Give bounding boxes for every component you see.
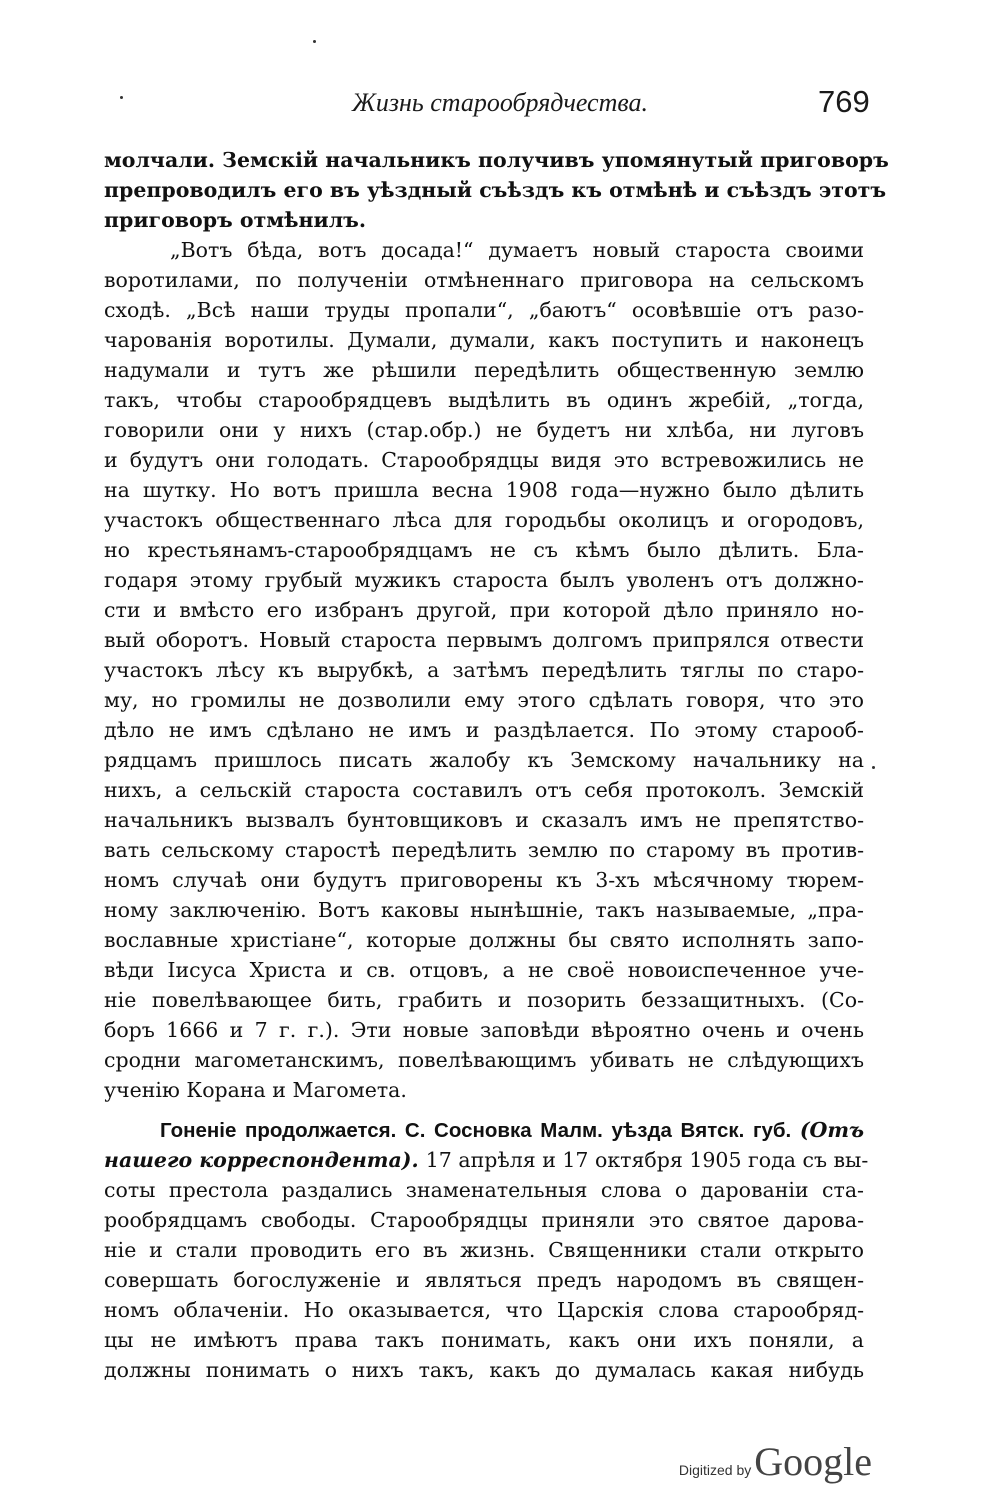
text-line: воротилами, по полученіи отмѣненнаго приговора на сельскомъ [104, 268, 864, 292]
text-line: и будутъ они голодать. Старообрядцы видя это встревожились не [104, 448, 864, 472]
text-line: вать сельскому старостѣ передѣлить землю по старому въ против- [104, 838, 864, 862]
text-line: приговоръ отмѣнилъ. [104, 208, 367, 232]
text-line: сходѣ. „Всѣ наши труды пропали“, „баютъ“ осовѣвшіе отъ разо- [104, 298, 864, 322]
text-line: номъ случаѣ они будутъ приговорены къ 3-хъ мѣсячному тюрем- [104, 868, 864, 892]
scan-speck [120, 96, 123, 99]
section-heading-line [160, 1115, 864, 1145]
text-line: участокъ лѣсу къ вырубкѣ, а затѣмъ передѣлить тяглы по старо- [104, 658, 864, 682]
text-line: номъ облаченіи. Но оказывается, что Царскія слова старообряд- [104, 1298, 864, 1322]
text-line [104, 1145, 869, 1175]
section-heading: Гоненіе продолжается. С. Сосновка Малм. уѣзда Вятск. губ. [160, 1119, 800, 1142]
running-title: Жизнь старообрядчества. [352, 88, 648, 117]
text-line: вый оборотъ. Новый староста первымъ долгомъ припрялся отвести [104, 628, 864, 652]
text-line: рообрядцамъ свободы. Старообрядцы приняли это святое дарова- [104, 1208, 864, 1232]
text-line: участокъ общественнаго лѣса для городьбы околицъ и огородовъ, [104, 508, 864, 532]
text-line: ученію Корана и Магомета. [104, 1078, 407, 1102]
text-line: „Вотъ бѣда, вотъ досада!“ думаетъ новый староста своими [170, 238, 864, 262]
text-line: рядцамъ пришлось писать жалобу къ Земскому начальнику на [104, 748, 864, 772]
text-run: 17 апрѣля и 17 октября 1905 года съ вы- [425, 1148, 869, 1172]
digitized-watermark [679, 1438, 872, 1485]
text-line: дѣло не имъ сдѣлано не имъ и раздѣлается. По этому старооб- [104, 718, 864, 742]
scan-speck [313, 40, 316, 43]
text-line: нихъ, а сельскій староста составилъ отъ себя протоколъ. Земскій [104, 778, 864, 802]
text-line: чарованія воротилы. Думали, думали, какъ поступить и наконецъ [104, 328, 864, 352]
correspondent-note-close: нашего корреспондента). [104, 1148, 426, 1172]
watermark-prefix: Digitized by [678, 1462, 752, 1478]
text-line: сти и вмѣсто его избранъ другой, при которой дѣло приняло но- [104, 598, 864, 622]
text-line: на шутку. Но вотъ пришла весна 1908 года—нужно было дѣлить [104, 478, 864, 502]
text-line: годаря этому грубый мужикъ староста былъ уволенъ отъ должно- [104, 568, 864, 592]
text-line: соты престола раздались знаменательныя слова о дарованіи ста- [104, 1178, 864, 1202]
text-line: ному заключенію. Вотъ каковы нынѣшніе, такъ называемые, „пра- [104, 898, 864, 922]
text-line: надумали и тутъ же рѣшили передѣлить общественную землю [104, 358, 864, 382]
text-line: му, но громилы не дозволили ему этого сдѣлать говоря, что это [104, 688, 864, 712]
text-line: такъ, чтобы старообрядцевъ выдѣлить въ одинъ жребій, „тогда, [104, 388, 864, 412]
text-line: но крестьянамъ-старообрядцамъ не съ кѣмъ было дѣлить. Бла- [104, 538, 864, 562]
correspondent-note-open: (Отъ [799, 1118, 864, 1142]
page-number: 769 [818, 84, 870, 119]
text-line: сродни магометанскимъ, повелѣвающимъ убивать не слѣдующихъ [104, 1048, 864, 1072]
text-line: молчали. Земскій начальникъ получивъ упомянутый приговоръ [104, 148, 889, 172]
text-line: вославные христіане“, которые должны бы свято исполнять запо- [104, 928, 864, 952]
text-line: совершать богослуженіе и являться предъ народомъ въ священ- [104, 1268, 864, 1292]
text-line: боръ 1666 и 7 г. г.). Эти новые заповѣди вѣроятно очень и очень [104, 1018, 864, 1042]
scan-speck [872, 766, 875, 769]
text-line: должны понимать о нихъ такъ, какъ до думалась какая нибудь [104, 1358, 864, 1382]
text-line: ніе повелѣвающее бить, грабить и позорить беззащитныхъ. (Со- [104, 988, 864, 1012]
google-logo: Google [754, 1439, 872, 1484]
text-line: ніе и стали проводить его въ жизнь. Священники стали открыто [104, 1238, 864, 1262]
text-line: начальникъ вызвалъ бунтовщиковъ и сказалъ имъ не препятство- [104, 808, 864, 832]
text-line: препроводилъ его въ уѣздный съѣздъ къ отмѣнѣ и съѣздъ этотъ [104, 178, 887, 202]
text-line: говорили они у нихъ (стар.обр.) не будетъ ни хлѣба, ни луговъ [104, 418, 864, 442]
text-line: цы не имѣютъ права такъ понимать, какъ они ихъ поняли, а [104, 1328, 864, 1352]
text-line: вѣди Іисуса Христа и св. отцовъ, а не своё новоиспеченное уче- [104, 958, 864, 982]
